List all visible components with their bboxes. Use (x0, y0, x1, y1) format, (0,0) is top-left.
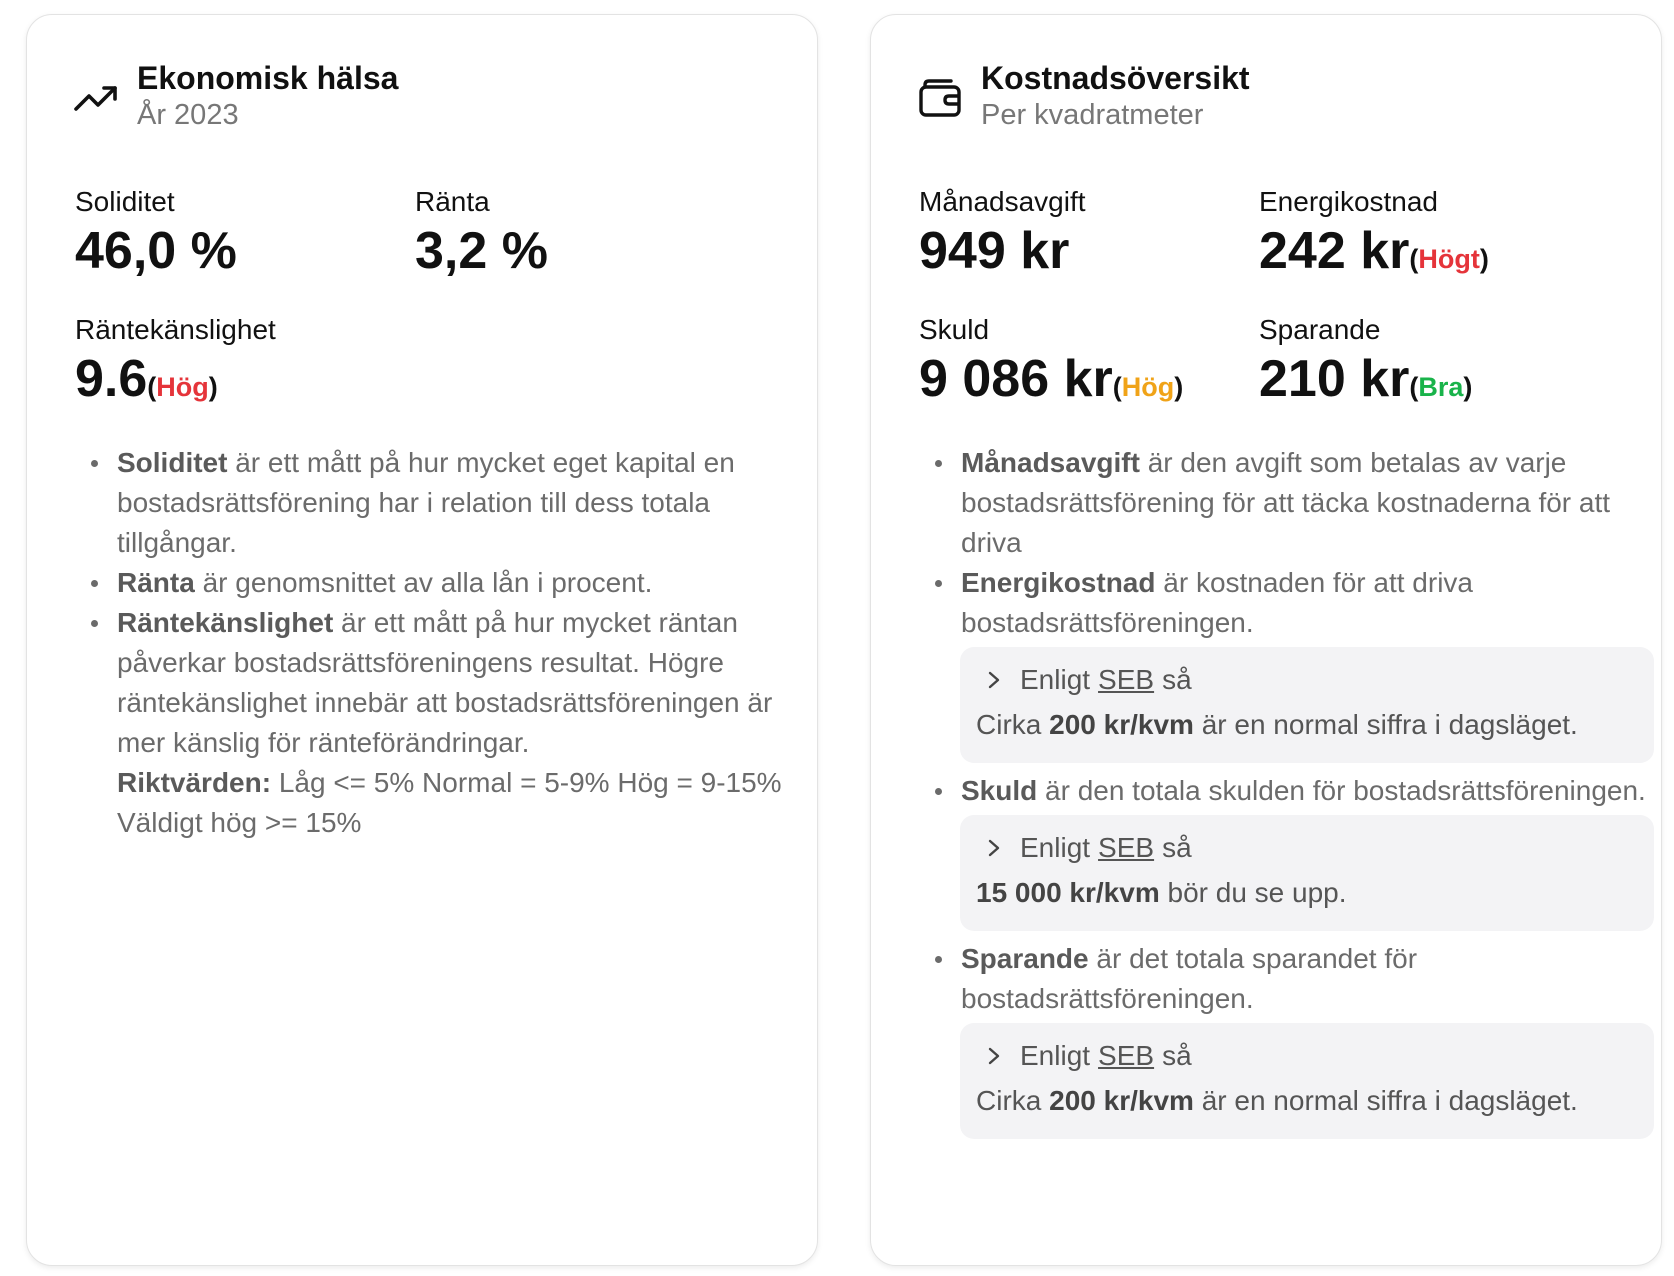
stat-ranta (415, 185, 775, 281)
list-item: Sparande är det totala sparandet för bostadsrättsföreningen. Enligt SEB så Cirka 200 kr/kvm är en normal siffra i dagsläget. (927, 939, 1647, 1139)
note-toggle[interactable]: Enligt SEB så (976, 825, 1638, 871)
stat-soliditet (75, 185, 435, 281)
stat-label: Månadsavgift (919, 186, 1086, 217)
note-toggle[interactable]: Enligt SEB så (976, 1033, 1638, 1079)
card-header (917, 59, 1250, 133)
economic-health-card (26, 14, 818, 1266)
note-toggle[interactable]: Enligt SEB så (976, 657, 1638, 703)
stat-value: 3,2 % (415, 222, 548, 280)
info-list (927, 443, 1647, 1147)
status-badge: (Högt) (1409, 244, 1489, 274)
list-item: Räntekänslighet är ett mått på hur mycket räntan påverkar bostadsrättsföreningens resultat. Högre räntekänslighet innebär att bostadsrättsföreningen är mer känslig för ränteförändringar. Riktvärden: Låg <= 5% Normal = 5-9% Hög = 9-15% Väldigt hög >= 15% (83, 603, 803, 843)
card-title: Kostnadsöversikt (981, 60, 1250, 96)
stat-number: 242 kr (1259, 222, 1410, 280)
stat-energikostnad (1259, 185, 1619, 289)
chevron-right-icon (984, 1046, 1004, 1066)
stat-value (75, 349, 435, 417)
card-subtitle: Per kvadratmeter (981, 99, 1204, 131)
stat-value: 949 kr (919, 222, 1070, 280)
stat-value: 46,0 % (75, 222, 237, 280)
status-badge: (Hög) (147, 372, 218, 402)
list-item: Ränta är genomsnittet av alla lån i procent. (83, 563, 803, 603)
stat-skuld (919, 313, 1279, 417)
note-body: Cirka 200 kr/kvm är en normal siffra i dagsläget. (976, 709, 1578, 740)
stat-label: Ränta (415, 186, 490, 217)
stat-value (1259, 349, 1619, 417)
seb-note[interactable] (960, 815, 1654, 931)
status-badge: (Hög) (1112, 372, 1184, 402)
stat-manadsavgift (919, 185, 1279, 281)
trending-up-icon (73, 79, 123, 119)
card-title: Ekonomisk hälsa (137, 60, 399, 96)
stat-value (919, 349, 1279, 417)
seb-link[interactable]: SEB (1098, 664, 1155, 695)
chevron-right-icon (984, 670, 1004, 690)
guide-label: Riktvärden: (117, 767, 272, 798)
note-body: 15 000 kr/kvm bör du se upp. (976, 877, 1347, 908)
card-subtitle: År 2023 (137, 99, 239, 131)
status-badge: (Bra) (1409, 372, 1473, 402)
card-header (73, 59, 398, 133)
cost-overview-card (870, 14, 1662, 1266)
list-item: Månadsavgift är den avgift som betalas av varje bostadsrättsförening för att täcka kostnaderna för att driva (927, 443, 1647, 563)
stat-sparande (1259, 313, 1619, 417)
stat-label: Soliditet (75, 186, 175, 217)
seb-link[interactable]: SEB (1098, 1040, 1155, 1071)
stat-number: 9 086 kr (919, 350, 1113, 408)
stat-label: Sparande (1259, 314, 1381, 345)
stat-label: Skuld (919, 314, 990, 345)
stat-label: Energikostnad (1259, 186, 1439, 217)
seb-note[interactable] (960, 647, 1654, 763)
list-item: Energikostnad är kostnaden för att driva bostadsrättsföreningen. Enligt SEB så Cirka 200 kr/kvm är en normal siffra i dagsläget. (927, 563, 1647, 763)
stat-number: 9.6 (75, 350, 148, 408)
stat-rantekanslighet (75, 313, 435, 417)
stat-number: 210 kr (1259, 350, 1410, 408)
seb-link[interactable]: SEB (1098, 832, 1155, 863)
info-list (83, 443, 803, 843)
list-item: Skuld är den totala skulden för bostadsrättsföreningen. Enligt SEB så 15 000 kr/kvm bör du se upp. (927, 771, 1647, 931)
guide-text: Låg <= 5% Normal = 5-9% Hög = 9-15% Väldigt hög >= 15% (117, 767, 782, 838)
note-body: Cirka 200 kr/kvm är en normal siffra i dagsläget. (976, 1085, 1578, 1116)
wallet-icon (917, 79, 967, 119)
chevron-right-icon (984, 838, 1004, 858)
list-item: Soliditet är ett mått på hur mycket eget kapital en bostadsrättsförening har i relation till dess totala tillgångar. (83, 443, 803, 563)
stat-value (1259, 221, 1619, 289)
seb-note[interactable] (960, 1023, 1654, 1139)
stat-label: Räntekänslighet (75, 314, 276, 345)
